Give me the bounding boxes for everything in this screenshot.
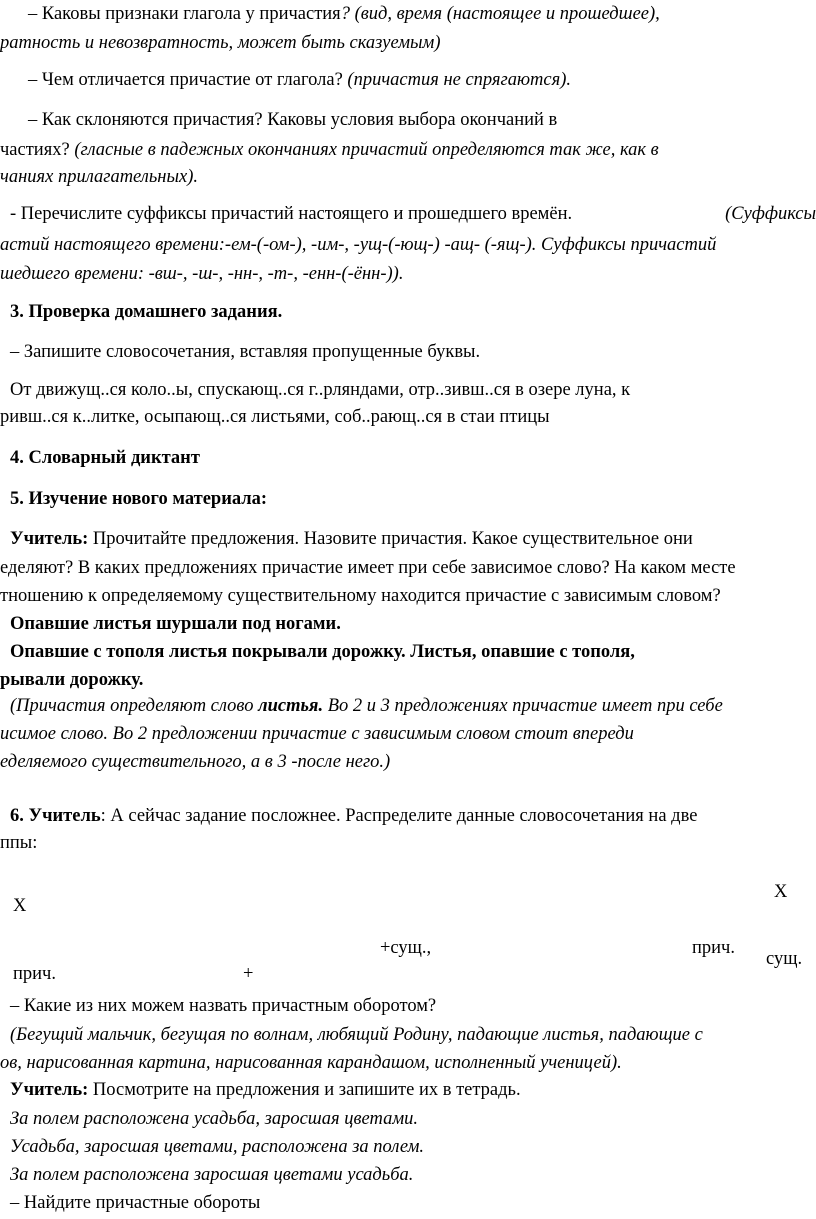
answer-text-cont: Во 2 и 3 предложениях причастие имеет при себе bbox=[323, 696, 723, 716]
final-task: – Найдите причастные обороты bbox=[10, 1193, 261, 1213]
scheme-plus: + bbox=[243, 964, 254, 984]
question-4-line-3: шедшего времени: -вш-, -ш-, -нн-, -т-, -енн-(-ённ-)). bbox=[0, 264, 404, 284]
question-3-text-end: частиях? bbox=[0, 140, 75, 160]
section-3-heading: 3. Проверка домашнего задания. bbox=[10, 302, 283, 322]
scheme-x-right: Х bbox=[774, 882, 788, 902]
question-3-line-1: – Как склоняются причастия? Каковы условия выбора окончаний в bbox=[28, 110, 558, 130]
question-3-line-2 bbox=[0, 138, 659, 162]
phrase-list-line-1: (Бегущий мальчик, бегущая по волнам, любящий Родину, падающие листья, падающие с bbox=[10, 1025, 703, 1045]
question-3-line-3: чаниях прилагательных). bbox=[0, 167, 198, 187]
section-3-task: – Запишите словосочетания, вставляя пропущенные буквы. bbox=[10, 342, 481, 362]
answer-text: (Причастия определяют слово bbox=[10, 696, 259, 716]
teacher-label: Учитель: bbox=[10, 529, 89, 549]
question-1-answer-start: ? (вид, время (настоящее и прошедшее), bbox=[340, 4, 660, 24]
question-1-text: – Каковы признаки глагола у причастия bbox=[28, 4, 341, 24]
teacher-1-line-3: тношению к определяемому существительному находится причастие с зависимым словом? bbox=[0, 586, 721, 606]
scheme-x-left: Х bbox=[13, 896, 27, 916]
section-4-heading: 4. Словарный диктант bbox=[10, 448, 200, 468]
example-sentence-2-line-1: Опавшие с тополя листья покрывали дорожку. Листья, опавшие с тополя, bbox=[10, 642, 635, 662]
question-1-line-2: ратность и невозвратность, может быть сказуемым) bbox=[0, 33, 441, 53]
question-4-text: - Перечислите суффиксы причастий настоящего и прошедшего времён. bbox=[10, 204, 573, 224]
question-4-line-2: астий настоящего времени:-ем-(-ом-), -им-, -ущ-(-ющ-) -ащ- (-ящ-). Суффиксы причастий bbox=[0, 235, 717, 255]
section-3-text-line-2: ривш..ся к..литке, осыпающ..ся листьями, соб..рающ..ся в стаи птицы bbox=[0, 407, 550, 427]
section-6-line-2: ппы: bbox=[0, 833, 38, 853]
section-6-teacher-label: Учитель bbox=[28, 806, 101, 826]
question-3-answer: (гласные в падежных окончаниях причастий определяются так же, как в bbox=[74, 140, 659, 160]
teacher-2-line bbox=[10, 1078, 521, 1102]
scheme-noun-plus: +сущ., bbox=[380, 938, 432, 958]
phrase-list-line-2: ов, нарисованная картина, нарисованная карандашом, исполненный ученицей). bbox=[0, 1053, 622, 1073]
sentence-1: За полем расположена усадьба, заросшая цветами. bbox=[10, 1109, 419, 1129]
scheme-prich-left: прич. bbox=[13, 964, 56, 984]
sentence-2: Усадьба, заросшая цветами, расположена за полем. bbox=[10, 1137, 425, 1157]
answer-line-2: исимое слово. Во 2 предложении причастие с зависимым словом стоит впереди bbox=[0, 724, 634, 744]
section-6-text: : А сейчас задание посложнее. Распределите данные словосочетания на две bbox=[100, 806, 698, 826]
answer-line-1 bbox=[10, 694, 723, 718]
answer-line-3: еделяемого существительного, а в 3 -после него.) bbox=[0, 752, 391, 772]
teacher-2-label: Учитель: bbox=[10, 1080, 89, 1100]
scheme-prich-right: прич. bbox=[692, 938, 735, 958]
teacher-1-line-1 bbox=[10, 527, 693, 551]
section-5-heading: 5. Изучение нового материала: bbox=[10, 489, 268, 509]
question-2-answer: (причастия не спрягаются). bbox=[347, 70, 571, 90]
question-4-line-1 bbox=[10, 202, 816, 226]
sentence-3: За полем расположена заросшая цветами усадьба. bbox=[10, 1165, 414, 1185]
teacher-1-line-2: еделяют? В каких предложениях причастие имеет при себе зависимое слово? На каком месте bbox=[0, 558, 736, 578]
scheme-noun-right: сущ. bbox=[766, 949, 803, 969]
answer-key-word: листья. bbox=[258, 696, 324, 716]
section-6-line-1 bbox=[10, 804, 697, 828]
question-2-text: – Чем отличается причастие от глагола? bbox=[28, 70, 348, 90]
section-6-number: 6. bbox=[10, 806, 29, 826]
question-1-line-1 bbox=[28, 2, 660, 26]
question-participial-phrase: – Какие из них можем назвать причастным оборотом? bbox=[10, 996, 437, 1016]
teacher-2-text: Посмотрите на предложения и запишите их в тетрадь. bbox=[88, 1080, 521, 1100]
example-sentence-1: Опавшие листья шуршали под ногами. bbox=[10, 614, 341, 634]
example-sentence-2-line-2: рывали дорожку. bbox=[0, 670, 144, 690]
section-3-text-line-1: От движущ..ся коло..ы, спускающ..ся г..рляндами, отр..зивш..ся в озере луна, к bbox=[10, 380, 631, 400]
teacher-1-text: Прочитайте предложения. Назовите причастия. Какое существительное они bbox=[88, 529, 693, 549]
question-2-line bbox=[28, 68, 571, 92]
question-4-answer-start: (Суффиксы bbox=[725, 204, 816, 224]
